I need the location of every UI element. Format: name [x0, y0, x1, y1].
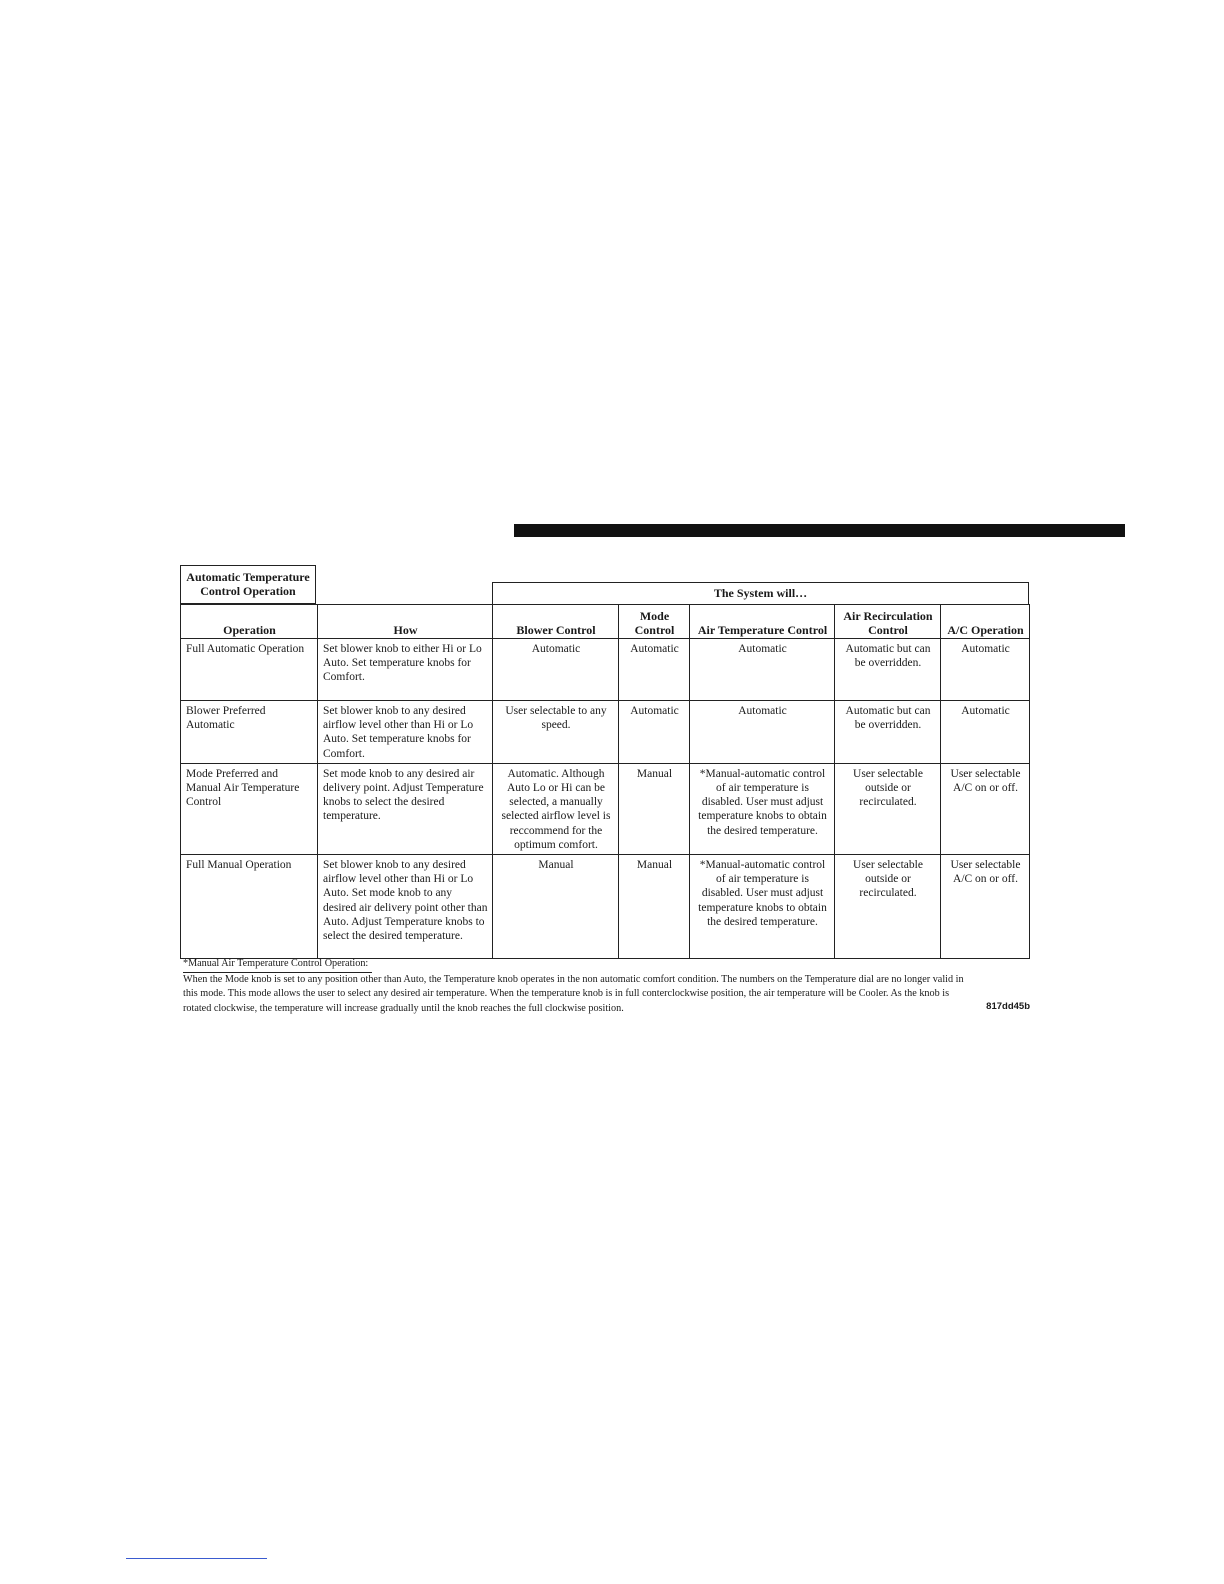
cell-air-temperature-control: *Manual-automatic control of air temperature is disabled. User must adjust temperature knobs to obtain the desired temperature. [690, 855, 835, 959]
cell-how: Set blower knob to any desired airflow level other than Hi or Lo Auto. Set mode knob to any desired air delivery point other than Auto. Adjust Temperature knobs to select the desired temperature. [318, 855, 493, 959]
table-row [181, 855, 1030, 959]
cell-ac-operation: User selectable A/C on or off. [941, 855, 1030, 959]
cell-operation: Full Automatic Operation [181, 639, 318, 701]
cell-mode-control: Automatic [619, 639, 690, 701]
cell-how: Set blower knob to any desired airflow level other than Hi or Lo Auto. Set temperature knobs for Comfort. [318, 701, 493, 764]
cell-operation: Blower Preferred Automatic [181, 701, 318, 764]
cell-how: Set mode knob to any desired air delivery point. Adjust Temperature knobs to select the desired temperature. [318, 763, 493, 854]
cell-mode-control: Manual [619, 763, 690, 854]
table-title: Automatic Temperature Control Operation [180, 565, 316, 604]
section-header-bar [514, 524, 1125, 537]
footnote-text: When the Mode knob is set to any position other than Auto, the Temperature knob operates in the non automatic comfort condition. The numbers on the Temperature dial are no longer valid in this mode. This mode allows the user to select any desired air temperature. When the temperature knob is in full conterclockwise position, the air temperature will be Cooler. As the knob is rotated clockwise, the temperature will increase gradually until the knob reaches the full clockwise position. [183, 973, 964, 1014]
column-header-air-recirculation-control: Air Recirculation Control [835, 605, 941, 639]
temperature-control-table [180, 604, 1030, 959]
system-will-header: The System will… [492, 582, 1029, 604]
cell-air-recirculation-control: User selectable outside or recirculated. [835, 855, 941, 959]
cell-air-temperature-control: Automatic [690, 639, 835, 701]
cell-blower-control: Manual [493, 855, 619, 959]
footnote [183, 957, 973, 1016]
column-header-how: How [318, 605, 493, 639]
cell-air-recirculation-control: Automatic but can be overridden. [835, 701, 941, 764]
cell-mode-control: Automatic [619, 701, 690, 764]
cell-ac-operation: Automatic [941, 639, 1030, 701]
column-header-ac-operation: A/C Operation [941, 605, 1030, 639]
footnote-title: *Manual Air Temperature Control Operation: [183, 957, 372, 973]
cell-operation: Full Manual Operation [181, 855, 318, 959]
cell-ac-operation: User selectable A/C on or off. [941, 763, 1030, 854]
column-header-mode-control: Mode Control [619, 605, 690, 639]
column-header-air-temperature-control: Air Temperature Control [690, 605, 835, 639]
table-header-row [181, 605, 1030, 639]
column-header-operation: Operation [181, 605, 318, 639]
cell-operation: Mode Preferred and Manual Air Temperature Control [181, 763, 318, 854]
cell-air-recirculation-control: User selectable outside or recirculated. [835, 763, 941, 854]
table-row [181, 763, 1030, 854]
cell-air-recirculation-control: Automatic but can be overridden. [835, 639, 941, 701]
bottom-rule [126, 1558, 267, 1559]
cell-air-temperature-control: Automatic [690, 701, 835, 764]
cell-air-temperature-control: *Manual-automatic control of air temperature is disabled. User must adjust temperature knobs to obtain the desired temperature. [690, 763, 835, 854]
cell-blower-control: Automatic. Although Auto Lo or Hi can be selected, a manually selected airflow level is reccommend for the optimum comfort. [493, 763, 619, 854]
cell-blower-control: Automatic [493, 639, 619, 701]
cell-ac-operation: Automatic [941, 701, 1030, 764]
column-header-blower-control: Blower Control [493, 605, 619, 639]
cell-how: Set blower knob to either Hi or Lo Auto. Set temperature knobs for Comfort. [318, 639, 493, 701]
figure-reference-code: 817dd45b [986, 1001, 1030, 1012]
table-row [181, 639, 1030, 701]
table-row [181, 701, 1030, 764]
cell-mode-control: Manual [619, 855, 690, 959]
cell-blower-control: User selectable to any speed. [493, 701, 619, 764]
